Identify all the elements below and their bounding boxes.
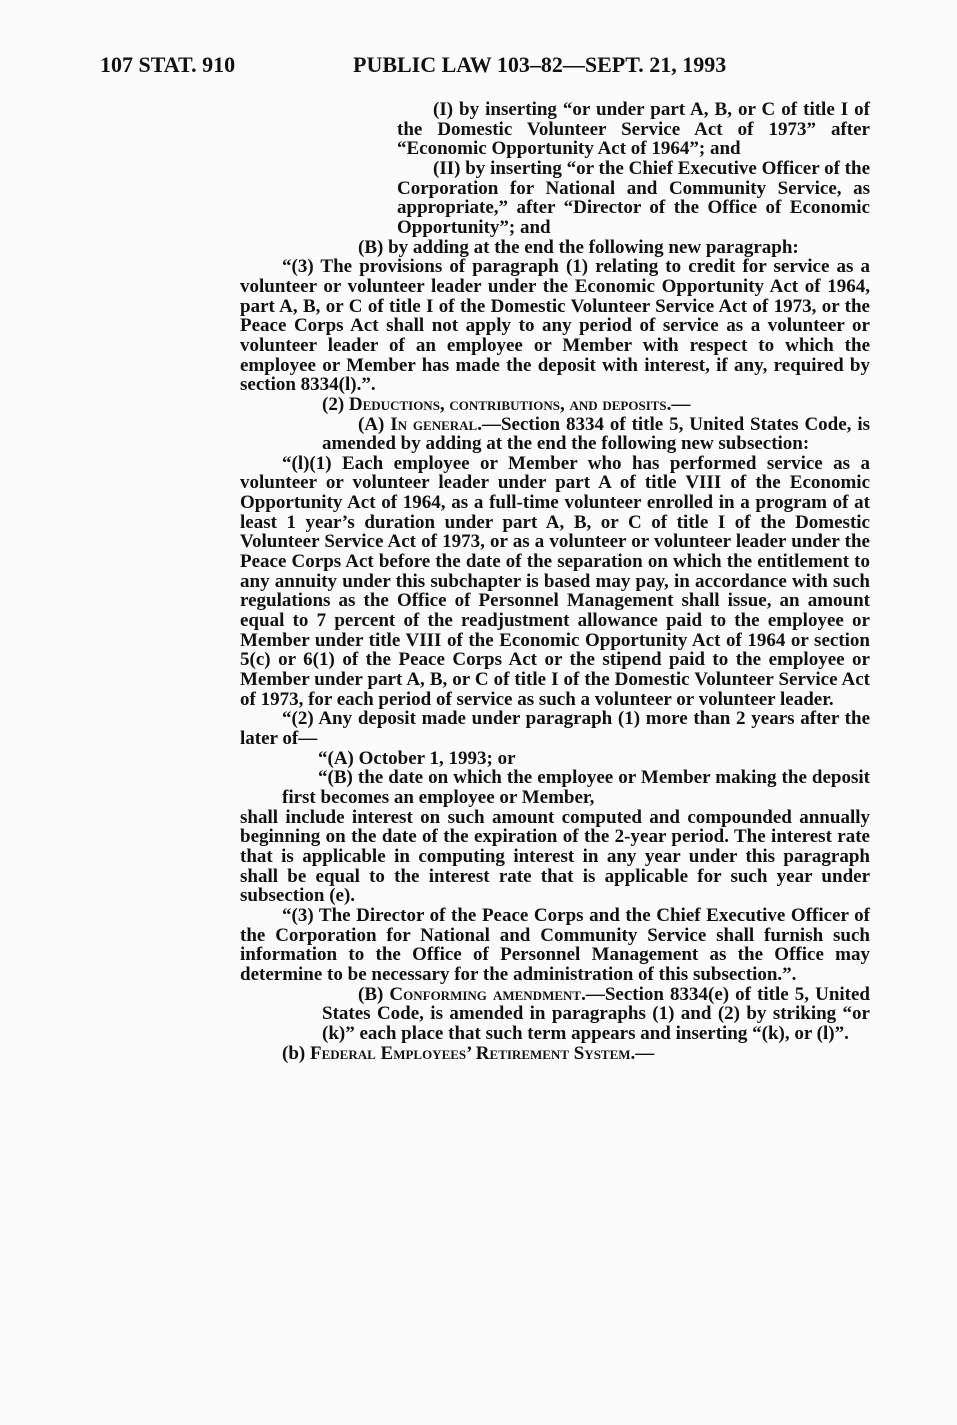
page-header	[100, 52, 917, 82]
clause-i-text: (I) by inserting “or under part A, B, or C of title I of the Domestic Volunteer Service Act of 1973” after “Economic Opportunity Act of 1964”; and	[397, 99, 870, 160]
conforming-amendment	[240, 985, 870, 1044]
subsection-l-2	[240, 709, 870, 748]
subsection-l-3	[240, 906, 870, 985]
paragraph-2-title: Deductions, contributions, and deposits.—	[348, 393, 691, 415]
conforming-amendment-label: (B)	[358, 983, 390, 1005]
paragraph-3-quoted	[240, 257, 870, 395]
subsection-l-2-text: “(2) Any deposit made under paragraph (1) more than 2 years after the later of—	[240, 708, 870, 749]
subsection-b-heading	[240, 1044, 870, 1064]
document-body	[240, 100, 870, 1063]
law-title: PUBLIC LAW 103–82—SEPT. 21, 1993	[353, 52, 727, 77]
subsection-l-2-flush-text: shall include interest on such amount computed and compounded annually beginning on the date of the expiration of the 2-year period. The interest rate that is applicable in computing interest in any year under this paragraph shall be equal to the interest rate that is applicable for such year under subsection (e).	[240, 806, 870, 907]
subsection-b-title: Federal Employees’ Retirement System.—	[309, 1042, 655, 1064]
subparagraph-b	[240, 238, 870, 258]
subsection-l-2-b	[240, 768, 870, 807]
subsection-l-1	[240, 454, 870, 710]
clause-ii	[240, 159, 870, 238]
paragraph-3-text: “(3) The provisions of paragraph (1) relating to credit for service as a volunteer or volunteer leader under the Economic Opportunity Act of 1964, part A, B, or C of title I of the Domestic Volunteer Service Act of 1973, or the Peace Corps Act shall not apply to any period of service as a volunteer or volunteer leader of an employee or Member with respect to which the employee or Member has made the deposit with interest, if any, required by section 8334(l).”.	[240, 256, 870, 396]
subsection-l-2-a-text: “(A) October 1, 1993; or	[318, 747, 516, 769]
subsection-b-label: (b)	[282, 1042, 310, 1064]
subsection-l-2-flush	[240, 808, 870, 906]
subparagraph-a-label: (A)	[358, 413, 391, 435]
subparagraph-a	[240, 415, 870, 454]
subparagraph-a-text: —Section 8334 of title 5, United States Code, is amended by adding at the end the following new subsection:	[322, 413, 870, 455]
subsection-l-3-text: “(3) The Director of the Peace Corps and the Chief Executive Officer of the Corporation for National and Community Service shall furnish such information to the Office of Personnel Management as the Office may determine to be necessary for the administration of this subsection.”.	[240, 904, 870, 985]
clause-ii-text: (II) by inserting “or the Chief Executive Officer of the Corporation for National and Community Service, as appropriate,” after “Director of the Office of Economic Opportunity”; and	[397, 157, 870, 238]
statute-page-number: 107 STAT. 910	[100, 52, 236, 77]
subsection-l-1-text: “(l)(1) Each employee or Member who has performed service as a volunteer or volunteer leader under part A of title VIII of the Economic Opportunity Act of 1964, as a full-time volunteer enrolled in a program of at least 1 year’s duration under part A, B, or C of title I of the Domestic Volunteer Service Act of 1973, or as a volunteer or volunteer leader under the Peace Corps Act before the date of the separation on which the entitlement to any annuity under this subchapter is based may pay, in accordance with such regulations as the Office of Personnel Management shall issue, an amount equal to 7 percent of the readjustment allowance paid to the employee or Member under title VIII of the Economic Opportunity Act of 1964 or section 5(c) or 6(1) of the Peace Corps Act or the stipend paid to the employee or Member under part A, B, or C of title I of the Domestic Volunteer Service Act of 1973, for each period of service as such a volunteer or volunteer leader.	[240, 452, 870, 710]
subparagraph-a-title: In general.	[390, 413, 482, 435]
conforming-amendment-title: Conforming amendment.	[389, 983, 586, 1005]
subsection-l-2-b-text: “(B) the date on which the employee or Member making the deposit first becomes an employee or Member,	[282, 767, 870, 808]
paragraph-2-label: (2)	[322, 393, 349, 415]
subsection-l-2-a	[240, 749, 870, 769]
paragraph-2-heading	[240, 395, 870, 415]
subparagraph-b-text: (B) by adding at the end the following new paragraph:	[358, 236, 799, 258]
conforming-amendment-text: —Section 8334(e) of title 5, United States Code, is amended in paragraphs (1) and (2) by striking “or (k)” each place that such term appears and inserting “(k), or (l)”.	[322, 983, 870, 1044]
clause-i	[240, 100, 870, 159]
